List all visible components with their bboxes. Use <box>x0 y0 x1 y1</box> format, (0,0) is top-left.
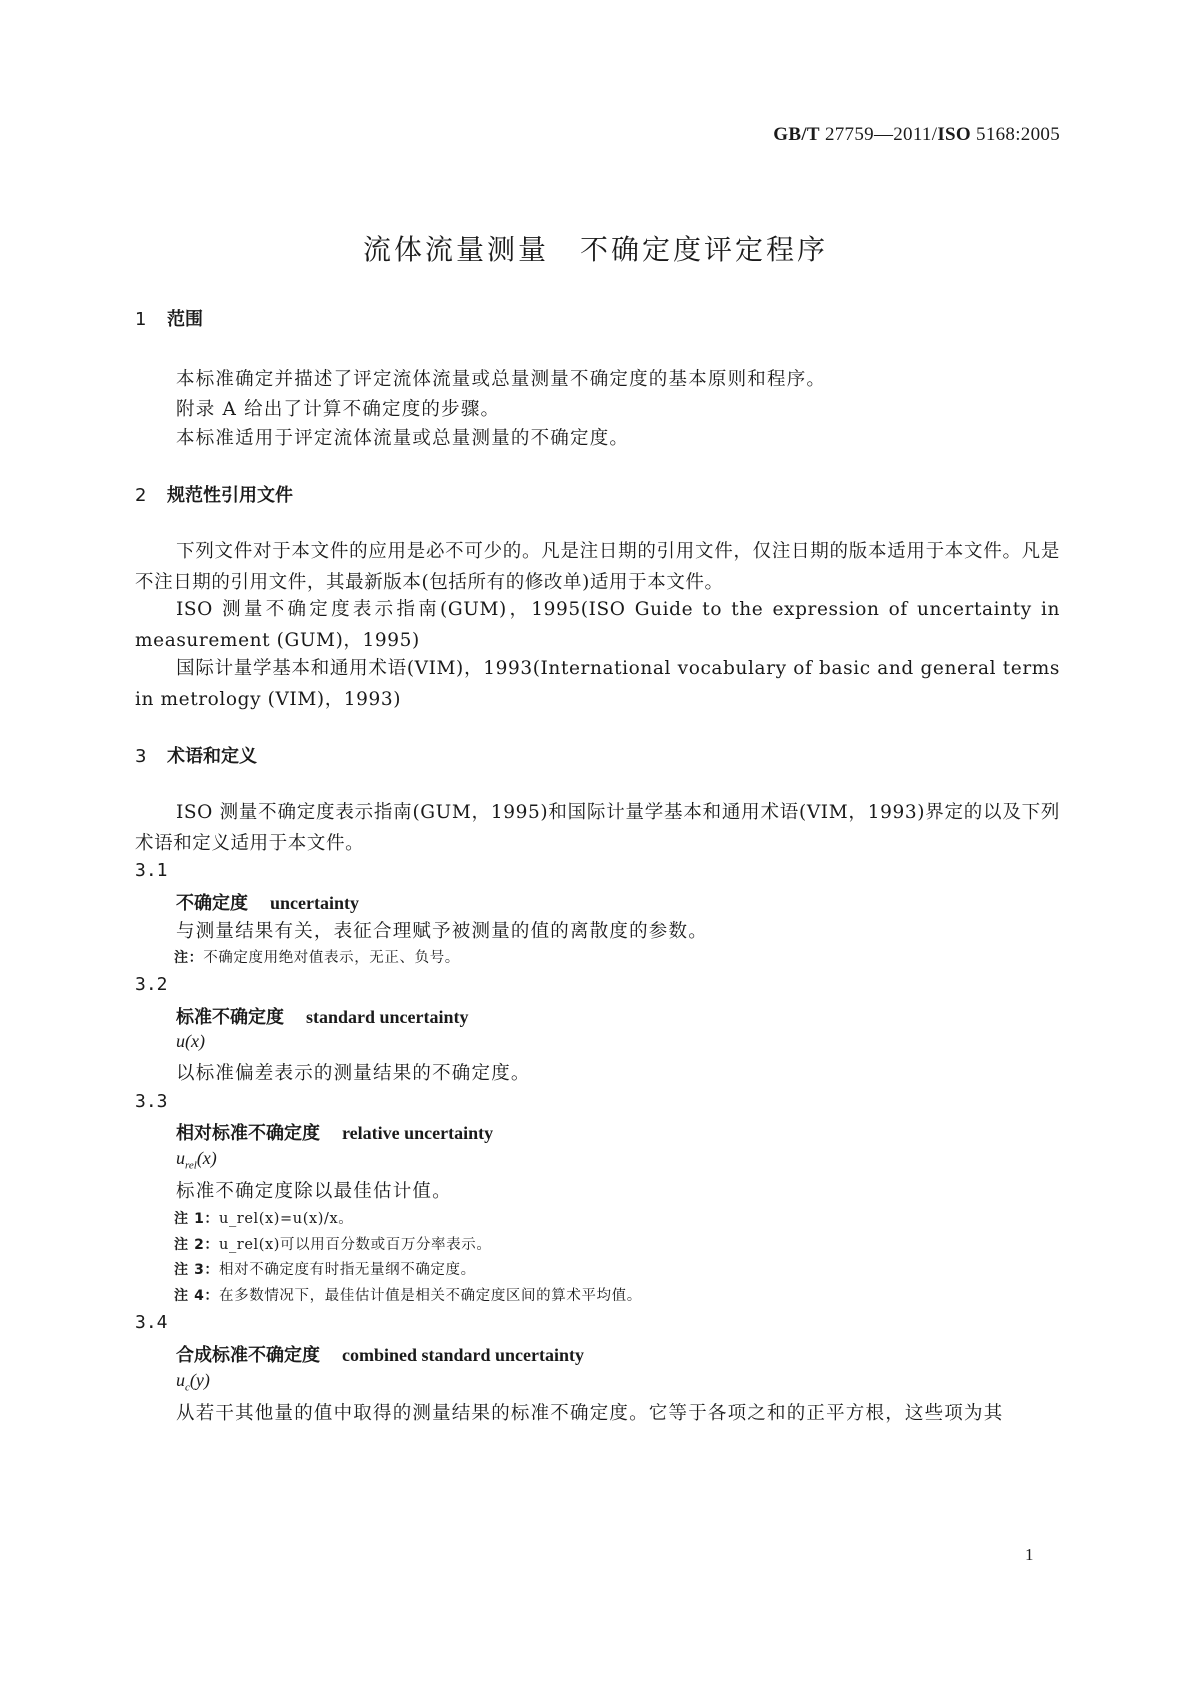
term-heading <box>176 889 359 915</box>
term-english: relative uncertainty <box>342 1123 494 1143</box>
term-note <box>174 1233 491 1254</box>
clause-number: 3.2 <box>135 974 168 995</box>
symbol-subscript: c <box>185 1381 190 1394</box>
section-title: 术语和定义 <box>167 746 257 767</box>
iso-prefix: ISO <box>937 124 971 145</box>
section-3-intro <box>135 797 1060 859</box>
term-chinese: 标准不确定度 <box>176 1007 284 1028</box>
section-3-heading <box>135 742 257 768</box>
note-label: 注 3： <box>174 1262 220 1278</box>
clause-number: 3.1 <box>135 860 168 881</box>
term-note <box>174 1207 353 1228</box>
term-chinese: 相对标准不确定度 <box>176 1123 320 1144</box>
note-text: 相对不确定度有时指无量纲不确定度。 <box>219 1262 476 1278</box>
note-text: u_rel(x)=u(x)/x。 <box>219 1211 354 1227</box>
note-label: 注 2： <box>174 1237 220 1253</box>
term-heading <box>176 1003 469 1029</box>
term-definition: 标准不确定度除以最佳估计值。 <box>176 1181 452 1202</box>
symbol-base: u <box>176 1148 185 1168</box>
term-chinese: 合成标准不确定度 <box>176 1345 320 1366</box>
clause-number: 3.4 <box>135 1312 168 1333</box>
iso-number: 5168:2005 <box>970 124 1060 145</box>
document-title: 流体流量测量 不确定度评定程序 <box>362 233 828 266</box>
term-note <box>174 946 460 967</box>
term-english: standard uncertainty <box>306 1007 469 1027</box>
paragraph-text: ISO 测量不确定度表示指南(GUM，1995)和国际计量学基本和通用术语(VIM，1993)界定的以及下列术语和定义适用于本文件。 <box>135 802 1060 854</box>
section-1-heading <box>135 305 203 331</box>
note-label: 注 4： <box>174 1288 220 1304</box>
page-number: 1 <box>1025 1545 1034 1564</box>
term-note <box>174 1284 642 1305</box>
term-english: uncertainty <box>270 893 359 913</box>
section-2-reference-gum <box>135 594 1060 656</box>
section-title: 规范性引用文件 <box>167 485 293 506</box>
symbol-subscript: rel <box>185 1159 197 1172</box>
std-number: 27759—2011/ <box>819 124 938 145</box>
term-english: combined standard uncertainty <box>342 1345 585 1365</box>
term-definition: 以标准偏差表示的测量结果的不确定度。 <box>176 1063 531 1084</box>
term-definition: 从若干其他量的值中取得的测量结果的标准不确定度。它等于各项之和的正平方根，这些项为其 <box>176 1403 1004 1424</box>
section-2-reference-vim <box>135 653 1060 715</box>
note-label: 注： <box>174 950 204 966</box>
term-symbol: u(x) <box>176 1031 205 1051</box>
note-text: u_rel(x)可以用百分数或百万分率表示。 <box>219 1237 492 1253</box>
section-1-paragraph-3: 本标准适用于评定流体流量或总量测量的不确定度。 <box>176 428 630 449</box>
section-1-paragraph-2: 附录 A 给出了计算不确定度的步骤。 <box>176 399 501 420</box>
term-chinese: 不确定度 <box>176 893 248 914</box>
section-2-paragraph-1 <box>135 536 1060 598</box>
section-title: 范围 <box>167 309 203 330</box>
paragraph-text: 下列文件对于本文件的应用是必不可少的。凡是注日期的引用文件，仅注日期的版本适用于本文件。凡是不注日期的引用文件，其最新版本(包括所有的修改单)适用于本文件。 <box>135 541 1060 593</box>
clause-number: 3.3 <box>135 1091 168 1112</box>
symbol-base: u <box>176 1370 185 1390</box>
section-number: 1 <box>135 309 147 330</box>
symbol-argument: (x) <box>196 1148 217 1168</box>
symbol-argument: (y) <box>189 1370 210 1390</box>
note-label: 注 1： <box>174 1211 220 1227</box>
std-prefix: GB/T <box>773 124 820 145</box>
term-heading <box>176 1341 584 1367</box>
section-2-heading <box>135 481 293 507</box>
term-note <box>174 1258 476 1279</box>
term-symbol <box>176 1370 210 1394</box>
paragraph-text: ISO 测量不确定度表示指南(GUM)，1995(ISO Guide to the expression of uncertainty in measurement (GUM)，1995) <box>135 599 1060 651</box>
standard-code <box>0 124 1060 146</box>
paragraph-text: 国际计量学基本和通用术语(VIM)，1993(International vocabulary of basic and general terms in metrology (VIM)，1993) <box>135 658 1060 710</box>
section-number: 3 <box>135 746 147 767</box>
note-text: 不确定度用绝对值表示，无正、负号。 <box>203 950 460 966</box>
term-symbol <box>176 1148 217 1172</box>
note-text: 在多数情况下，最佳估计值是相关不确定度区间的算术平均值。 <box>219 1288 642 1304</box>
term-heading <box>176 1119 493 1145</box>
term-definition: 与测量结果有关，表征合理赋予被测量的值的离散度的参数。 <box>176 921 708 942</box>
section-number: 2 <box>135 485 147 506</box>
section-1-paragraph-1: 本标准确定并描述了评定流体流量或总量测量不确定度的基本原则和程序。 <box>176 369 827 390</box>
